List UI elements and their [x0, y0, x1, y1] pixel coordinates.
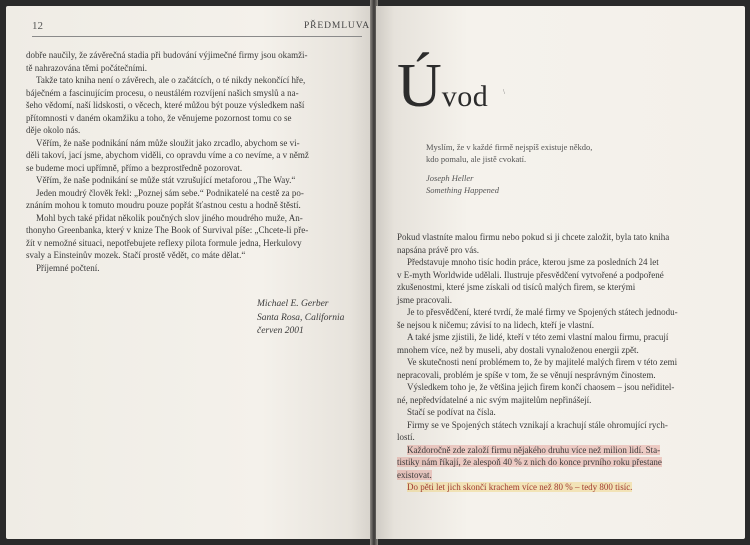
text-line: Pokud vlastníte malou firmu nebo pokud si ji chcete založit, byla tato kniha — [397, 232, 670, 242]
highlighted-text: tistiky nám říkají, že alespoň 40 % z nich do konce prvního roku přestane — [397, 457, 662, 467]
text-line: dobře naučily, že závěrečná stadia při budování výjimečné firmy jsou okamži- — [26, 50, 308, 60]
text-line — [397, 481, 727, 494]
text-line: Představuje mnoho tisíc hodin práce, kterou jsme za posledních 24 let — [407, 257, 659, 267]
chapter-title-rest: vod — [441, 80, 489, 113]
text-line: né, nepředvídatelné a nic svým majitelům nepřinášejí. — [397, 394, 592, 405]
header-rule — [32, 36, 362, 37]
text-line: Stačí se podívat na čísla. — [407, 407, 496, 417]
running-head: PŘEDMLUVA — [304, 21, 370, 31]
text-line: v E-myth Worldwide udělali. Ilustruje přesvědčení vytvořené a podpořené — [397, 269, 664, 280]
text-line: báječném a fascinujícím procesu, o neustálém rozvíjení našich smyslů a na- — [26, 87, 299, 98]
text-line: žít v nemožné situaci, nepotřebujete reflexy pilota formule jedna, Herkulovy — [26, 237, 302, 248]
title-mark: \ — [503, 88, 505, 96]
signature-block — [257, 298, 344, 339]
highlighted-text: existovat. — [397, 469, 432, 480]
text-line: nepracovali, problém je spíše v tom, že se věnují nesprávným činostem. — [397, 369, 656, 380]
page-number: 12 — [32, 20, 43, 32]
text-line: děli takoví, jací jsme, abychom viděli, co opravdu víme a co nevíme, a v němž — [26, 150, 309, 160]
signature-place: Santa Rosa, California — [257, 312, 345, 323]
text-line: Jeden moudrý člověk řekl: „Poznej sám sebe.“ Podnikatelé na cestě za po- — [36, 187, 304, 198]
text-line: Příjemné počtení. — [36, 262, 100, 273]
chapter-title-initial: Ú — [397, 52, 442, 120]
text-line: se budeme moci upřímně, přímo a bezprostředně pozorovat. — [26, 162, 243, 173]
text-line — [397, 456, 727, 469]
text-line: Výsledkem toho je, že většina jejich firem končí chaosem – jsou neřiditel- — [407, 382, 675, 392]
highlighted-text: Do pěti let jich skončí krachem více než 80 % – tedy 800 tisíc. — [407, 482, 633, 492]
right-body-text — [397, 231, 727, 494]
text-line — [397, 469, 727, 482]
text-line: přítomnosti v daném okamžiku a toho, že věnujeme pozornost tomu co se — [26, 112, 292, 123]
text-line: thonyho Greenbanka, který v knize The Book of Survival píše: „Chcete-li pře- — [26, 225, 309, 235]
text-line: Takže tato kniha není o závěrech, ale o začátcích, o té nikdy nekončící hře, — [36, 75, 306, 85]
chapter-title — [397, 52, 489, 127]
text-line: jsme pracovali. — [397, 294, 452, 305]
epigraph-line: kdo pomalu, ale jistě cvokatí. — [426, 154, 527, 164]
text-line: A také jsme zjistili, že lidé, kteří v této zemi vlastní malou firmu, pracují — [407, 332, 669, 342]
left-body-text — [26, 49, 360, 274]
text-line: šeho vědomí, naší lidskosti, o věcech, které můžou být pouze výsledkem naší — [26, 100, 305, 110]
text-line: Je to přesvědčení, které tvrdí, že malé firmy ve Spojených státech jednodu- — [407, 307, 678, 317]
text-line: zkušenostmi, které jsme získali od tisíců malých firem, se kterými — [397, 282, 636, 292]
text-line: znáním mohou k tomuto moudru pouze popřát šťastnou cestu a hodně štěstí. — [26, 200, 301, 210]
text-line: děje okolo nás. — [26, 125, 81, 135]
signature-date: červen 2001 — [257, 326, 304, 336]
text-line — [397, 444, 727, 457]
epigraph-source: Something Happened — [426, 185, 499, 195]
signature-name: Michael E. Gerber — [257, 299, 329, 309]
text-line: Věřím, že naše podnikání nám může sloužit jako zrcadlo, abychom se vi- — [36, 137, 300, 148]
text-line: Věřím, že naše podnikání se může stát vzrušující metaforou „The Way.“ — [36, 175, 296, 185]
text-line: Firmy se ve Spojených státech vznikají a krachují stále ohromující rych- — [407, 419, 668, 430]
text-line: Mohl bych také přidat několik poučných slov jiného moudrého muže, An- — [36, 212, 303, 223]
text-line: svaly a Einsteinův mozek. Stačí prostě vědět, co máte dělat.“ — [26, 250, 246, 260]
epigraph-author: Joseph Heller — [426, 173, 474, 183]
text-line: mnohem více, než by museli, aby dostali vynaloženou energii zpět. — [397, 344, 639, 355]
text-line: napsána právě pro vás. — [397, 244, 479, 255]
text-line: lostí. — [397, 432, 415, 442]
highlighted-text: Každoročně zde založí firmu nějakého druhu více než milion lidí. Sta- — [407, 444, 661, 455]
text-line: Ve skutečnosti není problémem to, že by majitelé malých firem v této zemi — [407, 357, 678, 367]
text-line: tě nahrazována těmi počátečními. — [26, 62, 147, 73]
epigraph-line: Myslím, že v každé firmě nejspíš existuje někdo, — [426, 142, 593, 152]
epigraph-attribution — [426, 172, 499, 196]
text-line: še nejsou k ničemu; závisí to na lidech, kteří je vlastní. — [397, 319, 594, 330]
epigraph-quote — [426, 141, 592, 165]
